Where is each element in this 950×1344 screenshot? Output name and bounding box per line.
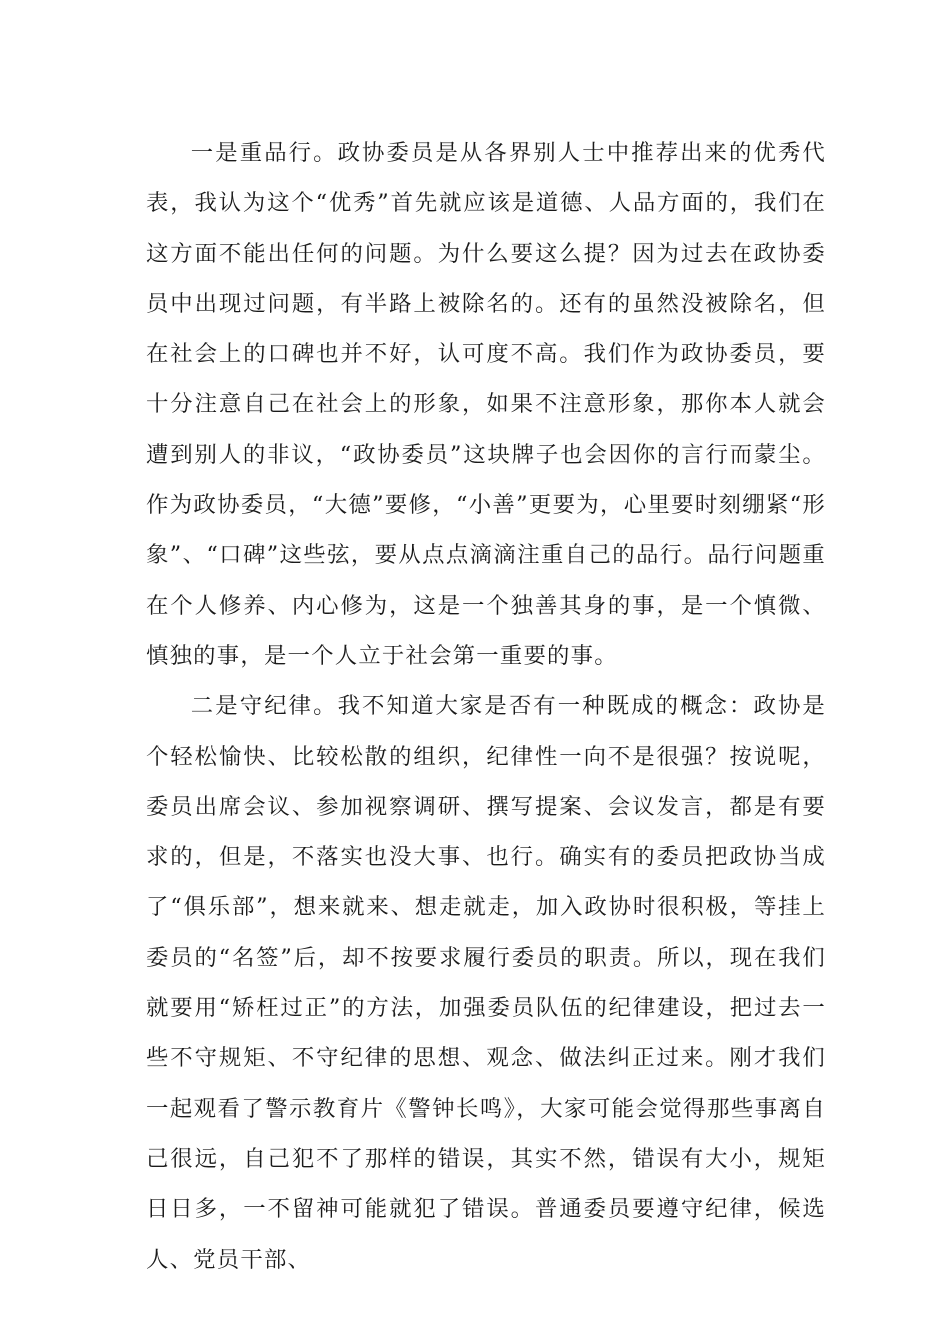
document-body — [146, 128, 826, 1285]
paragraph-character: 一是重品行。政协委员是从各界别人士中推荐出来的优秀代表，我认为这个“优秀”首先就应该是道德、人品方面的，我们在这方面不能出任何的问题。为什么要这么提？因为过去在政协委员中出现过问题，有半路上被除名的。还有的虽然没被除名，但在社会上的口碑也并不好，认可度不高。我们作为政协委员，要十分注意自己在社会上的形象，如果不注意形象，那你本人就会遭到别人的非议，“政协委员”这块牌子也会因你的言行而蒙尘。作为政协委员，“大德”要修，“小善”更要为，心里要时刻绷紧“形象”、“口碑”这些弦，要从点点滴滴注重自己的品行。品行问题重在个人修养、内心修为，这是一个独善其身的事，是一个慎微、慎独的事，是一个人立于社会第一重要的事。 — [146, 140, 826, 669]
paragraph-discipline: 二是守纪律。我不知道大家是否有一种既成的概念：政协是个轻松愉快、比较松散的组织，纪律性一向不是很强？按说呢，委员出席会议、参加视察调研、撰写提案、会议发言，都是有要求的，但是，不落实也没大事、也行。确实有的委员把政协当成了“俱乐部”，想来就来、想走就走，加入政协时很积极，等挂上委员的“名签”后，却不按要求履行委员的职责。所以，现在我们就要用“矫枉过正”的方法，加强委员队伍的纪律建设，把过去一些不守规矩、不守纪律的思想、观念、做法纠正过来。刚才我们一起观看了警示教育片《警钟长鸣》，大家可能会觉得那些事离自己很远，自己犯不了那样的错误，其实不然，错误有大小，规矩日日多，一不留神可能就犯了错误。普通委员要遵守纪律，候选人、党员干部、 — [146, 693, 826, 1273]
